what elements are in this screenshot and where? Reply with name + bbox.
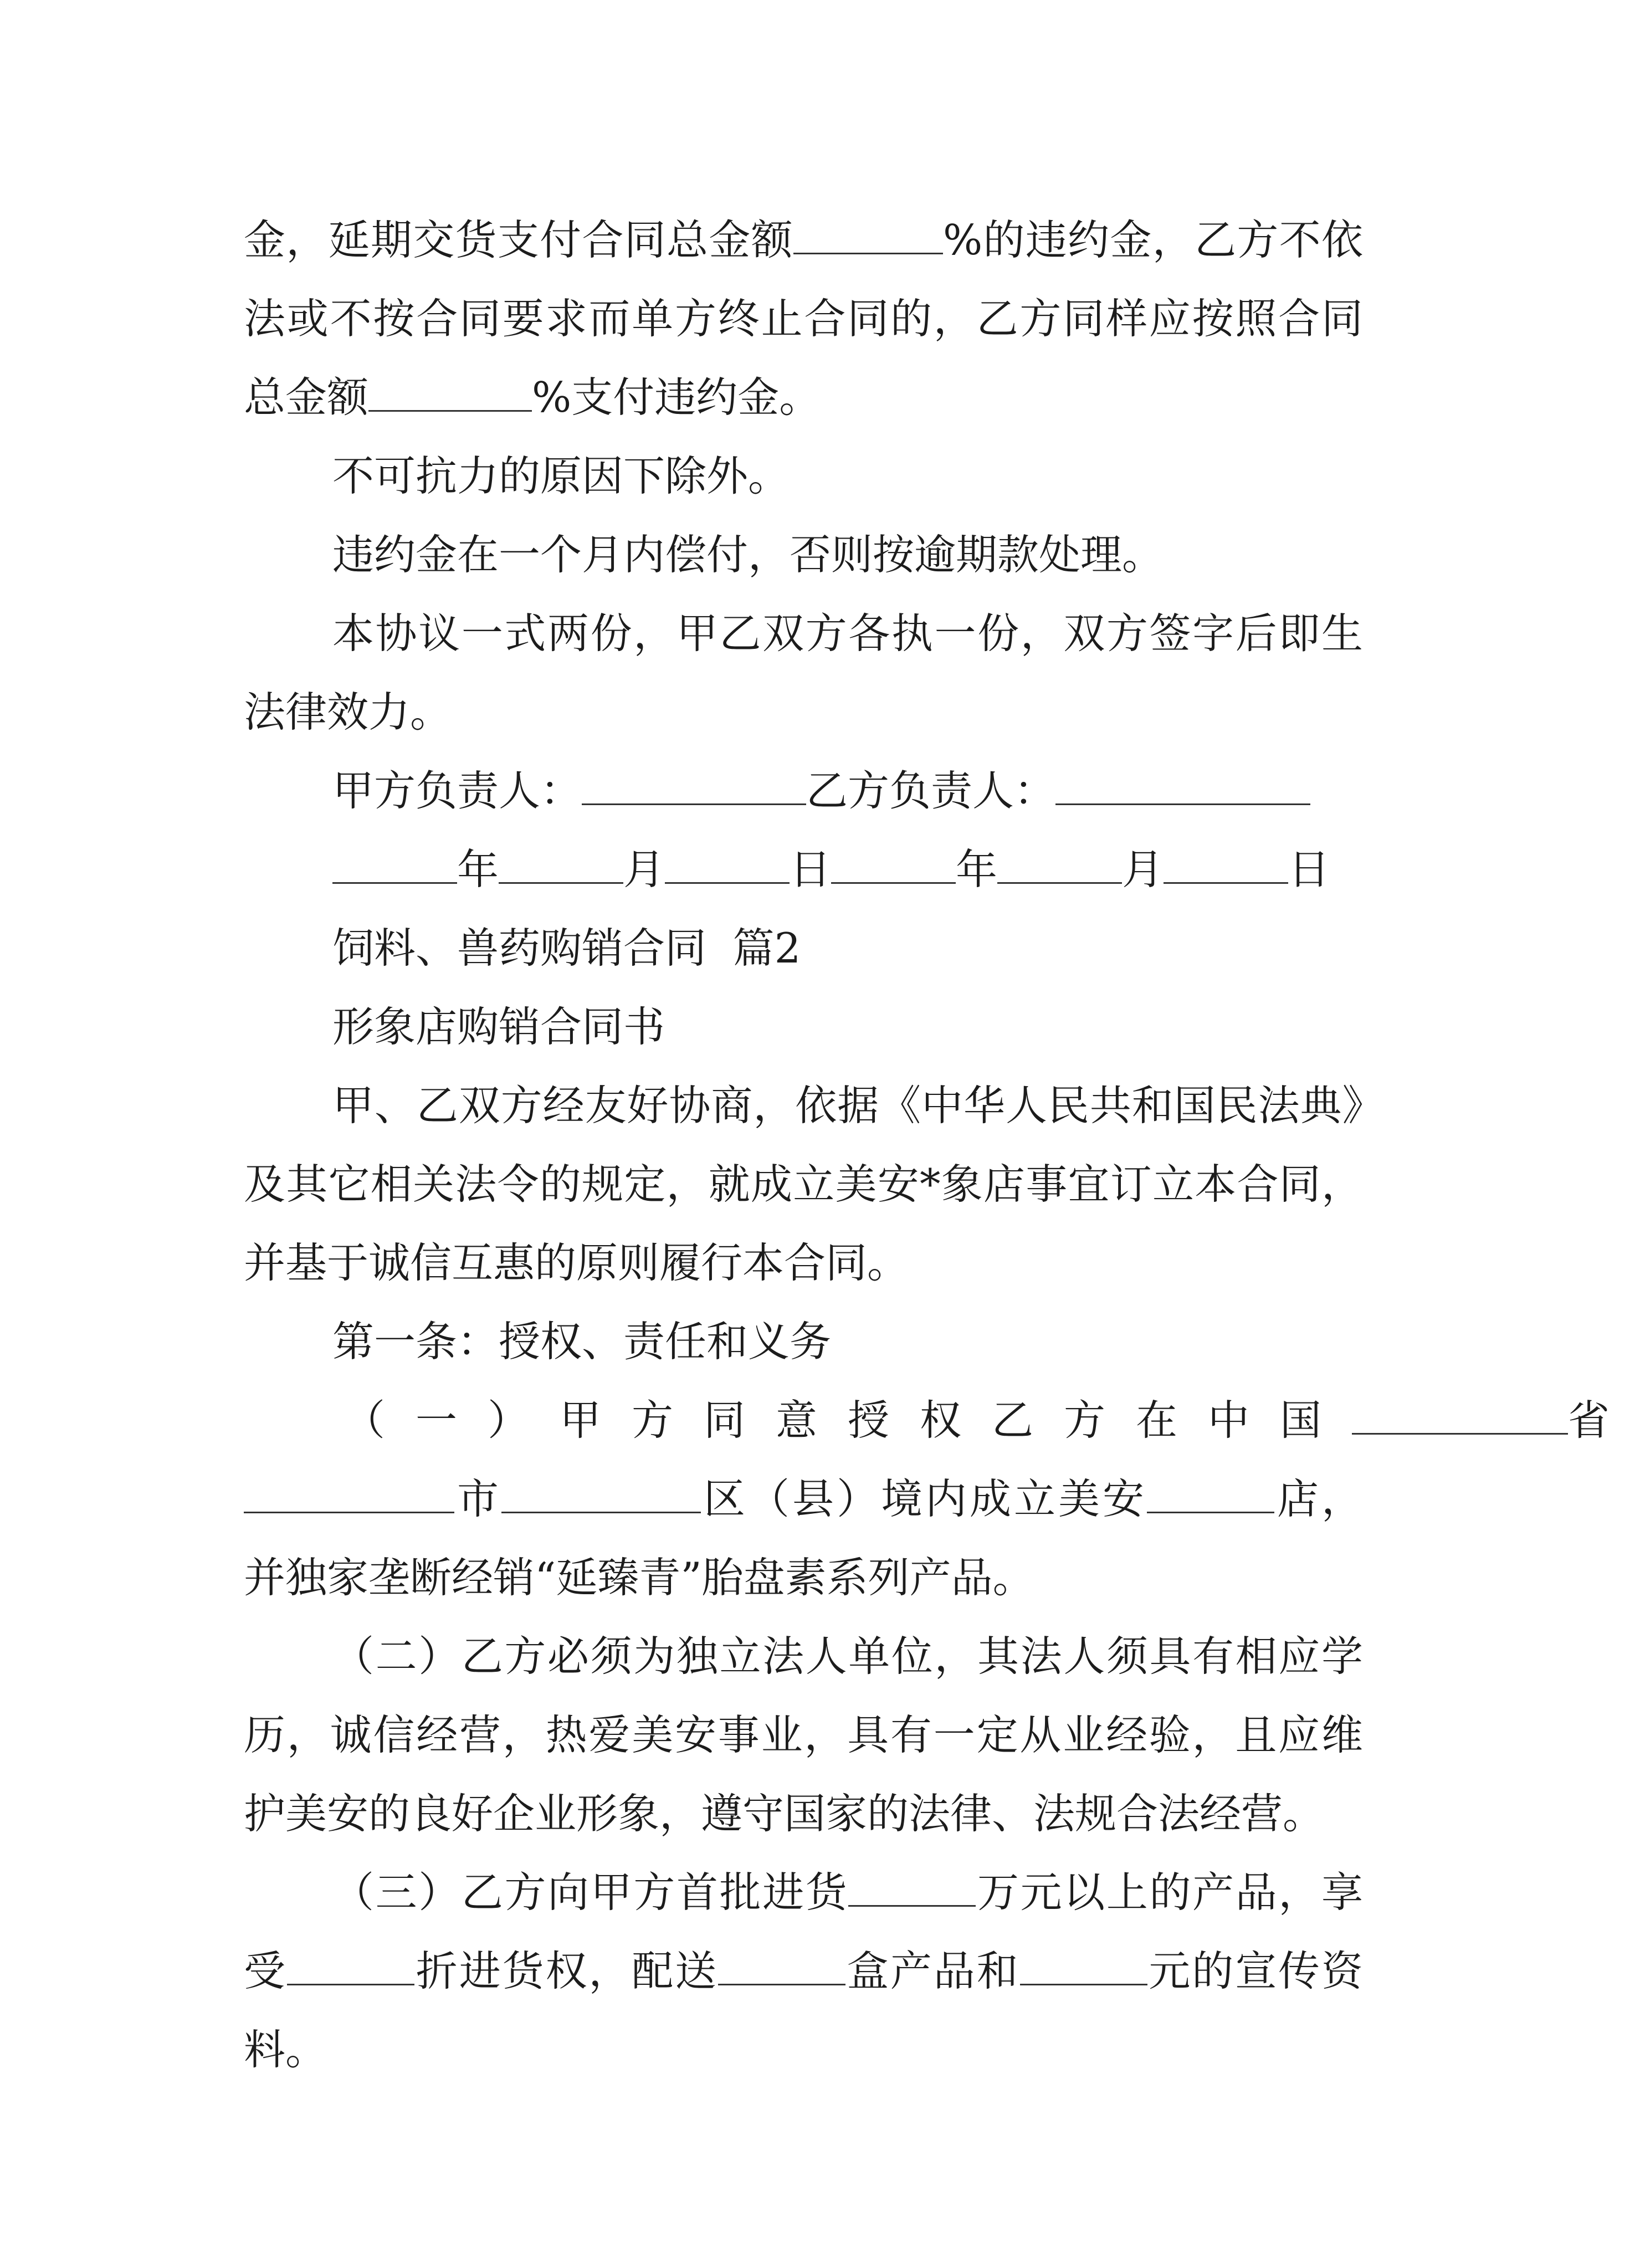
blank-field[interactable] <box>793 216 943 255</box>
item-2: （二）乙方必须为独立法人单位，其法人须具有相应学历，诚信经营，热爱美安事业，具有一定从业经验，且应维护美安的良好企业形象，遵守国家的法律、法规合法经营。 <box>244 1632 1363 1838</box>
text: 店，并独家垄断经销“延臻青”胎盘素系列产品。 <box>244 1475 1363 1602</box>
text: （一）甲方同意授权乙方在中国 <box>344 1396 1352 1445</box>
text: 区（县）境内成立美安 <box>701 1475 1147 1523</box>
city-field[interactable] <box>244 1475 454 1514</box>
material-value-field[interactable] <box>1020 1947 1147 1986</box>
text: 盒产品和 <box>845 1947 1020 1995</box>
party-b-signature-field[interactable] <box>1055 766 1310 806</box>
year-label: 年 <box>457 845 499 894</box>
item-1-continued <box>244 1460 1363 1617</box>
month-label: 月 <box>1122 845 1164 894</box>
text: %支付违约金。 <box>532 373 821 422</box>
district-field[interactable] <box>501 1475 701 1514</box>
province-field[interactable] <box>1352 1396 1568 1435</box>
party-a-label: 甲方负责人： <box>332 766 582 815</box>
section-heading: 饲料、兽药购销合同 篇2 <box>332 924 801 972</box>
month-field[interactable] <box>499 845 623 884</box>
item-3 <box>244 1853 1363 2089</box>
store-name-field[interactable] <box>1147 1475 1274 1514</box>
blank-field[interactable] <box>368 373 532 412</box>
paragraph-force-majeure: 不可抗力的原因下除外。 <box>332 452 790 500</box>
paragraph-penalty-payment: 违约金在一个月内偿付，否则按逾期款处理。 <box>332 530 1164 579</box>
day-label: 日 <box>790 845 832 894</box>
article-1-heading: 第一条：授权、责任和义务 <box>332 1317 832 1366</box>
text: 省 <box>1568 1396 1640 1445</box>
contract-title: 形象店购销合同书 <box>332 1002 665 1051</box>
discount-field[interactable] <box>287 1947 414 1986</box>
text: 金，延期交货支付合同总金额 <box>244 216 793 264</box>
year-field[interactable] <box>831 845 956 884</box>
party-a-signature-field[interactable] <box>582 766 806 806</box>
day-field[interactable] <box>665 845 790 884</box>
party-b-label: 乙方负责人： <box>806 766 1056 815</box>
month-label: 月 <box>623 845 665 894</box>
box-count-field[interactable] <box>718 1947 845 1986</box>
text: 市 <box>454 1475 501 1523</box>
date-line <box>332 830 1385 909</box>
signature-line <box>332 751 1385 830</box>
amount-field[interactable] <box>848 1868 976 1907</box>
paragraph-penalty <box>244 201 1363 437</box>
item-1-line-1 <box>344 1381 1640 1460</box>
paragraph-intro: 甲、乙双方经友好协商，依据《中华人民共和国民法典》及其它相关法令的规定，就成立美安*象店事宜订立本合同，并基于诚信互惠的原则履行本合同。 <box>244 1081 1363 1287</box>
day-field[interactable] <box>1164 845 1288 884</box>
year-label: 年 <box>956 845 998 894</box>
text: 折进货权，配送 <box>414 1947 719 1995</box>
text: 万元以上的产品，享受 <box>244 1868 1363 1995</box>
text: %的违约金，乙方不依法或不按合同要求而单方终止合同的，乙方同样应按照合同总金额 <box>244 216 1363 422</box>
text: （三）乙方向甲方首批进货 <box>332 1868 849 1917</box>
paragraph-copies: 本协议一式两份，甲乙双方各执一份，双方签字后即生法律效力。 <box>244 609 1363 736</box>
month-field[interactable] <box>997 845 1122 884</box>
text: 元的宣传资料。 <box>244 1947 1363 2074</box>
year-field[interactable] <box>332 845 457 884</box>
day-label: 日 <box>1288 845 1330 894</box>
